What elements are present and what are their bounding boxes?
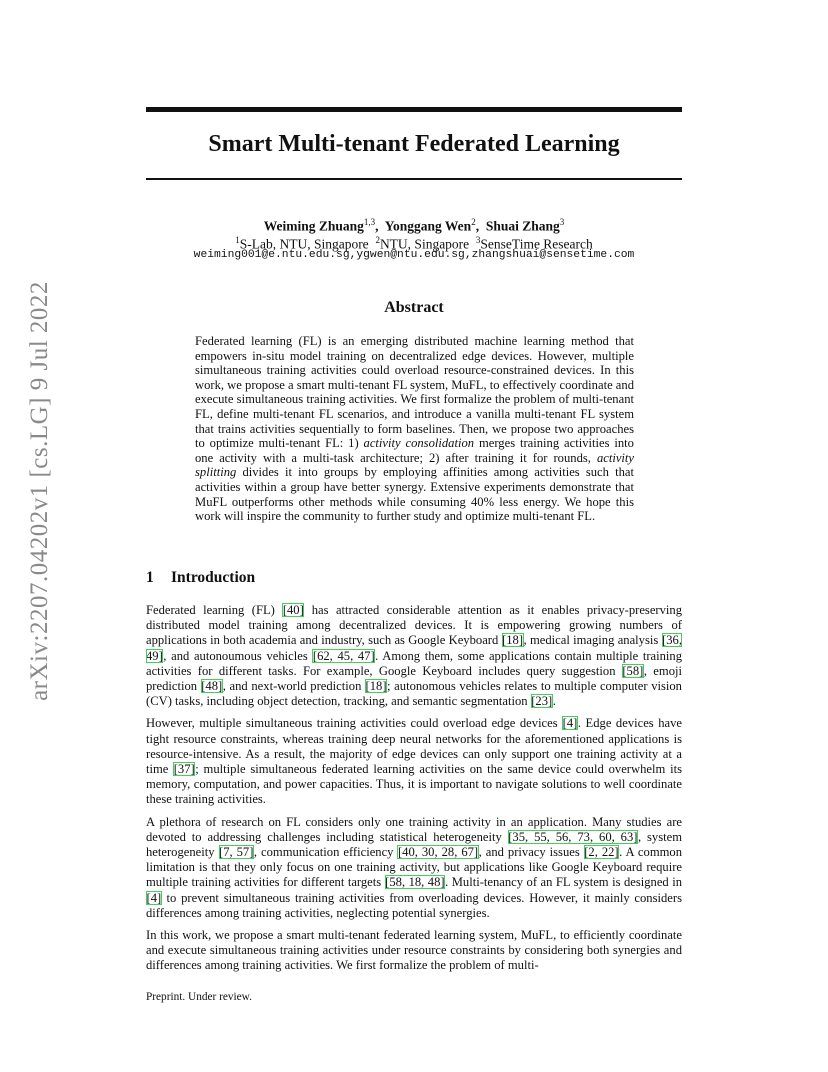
citation-link[interactable]: [58, 18, 48] xyxy=(385,875,445,890)
citation-link[interactable]: [4] xyxy=(562,716,578,731)
author-affil-sup: 3 xyxy=(559,217,565,227)
author-affil-sup: 1,3 xyxy=(363,217,376,227)
citation-link[interactable]: [7, 57] xyxy=(219,845,254,860)
text: , medical imaging analysis xyxy=(523,633,662,648)
citation-link[interactable]: [62, 45, 47] xyxy=(312,648,375,663)
citation-link[interactable]: [35, 55, 56, 73, 60, 63] xyxy=(508,829,638,844)
citation-link[interactable]: [4] xyxy=(146,890,162,905)
text: , system heterogeneity xyxy=(146,829,683,860)
paper-title: Smart Multi-tenant Federated Learning xyxy=(208,131,620,157)
text: to prevent simultaneous training activities from overloading devices. However, it mainly considers differences among training activities, neglecting potential synergies. xyxy=(146,890,682,920)
page-footer: Preprint. Under review. xyxy=(146,991,252,1003)
citation-link[interactable]: [37] xyxy=(173,762,195,777)
affiliation: SenseTime Research xyxy=(480,236,593,252)
author-name: Yonggang Wen xyxy=(384,218,472,234)
affiliation: S-Lab, NTU, Singapore xyxy=(239,236,369,252)
text: . xyxy=(552,694,556,709)
title-bottom-rule xyxy=(146,178,682,180)
author-name: Shuai Zhang xyxy=(485,218,560,234)
author-affil-sup: 2 xyxy=(471,217,476,227)
arxiv-stamp-text: arXiv:2207.04202v1 [cs.LG] 9 Jul 2022 xyxy=(26,281,53,701)
abstract-body xyxy=(195,334,634,524)
citation-link[interactable]: [40] xyxy=(282,603,304,617)
abstract-text: divides it into groups by employing affinities among activities such that activities within a group have better synergy. Extensive experiments demonstrate that MuFL outperforms other methods while consuming 40% less energy. We hope this work will inspire the community to further study and optimize multi-tenant FL. xyxy=(195,465,634,524)
text: , emoji prediction xyxy=(146,663,682,694)
affil-sup: 2 xyxy=(375,235,380,245)
text: . Multi-tenancy of an FL system is designed in xyxy=(445,875,682,890)
affil-sup: 1 xyxy=(235,235,240,245)
text: A plethora of research on FL considers only one training activity in an application. Many studies are devoted to addressing challenges including statistical heterogeneity xyxy=(146,814,682,844)
citation-link[interactable]: [48] xyxy=(201,679,223,694)
text: In this work, we propose a smart multi-tenant federated learning system, MuFL, to efficiently coordinate and execute simultaneous training activities under resource constraints by considering both synergies and differences among training activities. We first formalize the problem of multi- xyxy=(146,928,682,973)
abstract-text: merges training activities into one activity with a multi-task architecture; 2) after training it for rounds, xyxy=(195,436,634,465)
citation-link[interactable]: [18] xyxy=(365,679,387,694)
text: . A common limitation is that they only focus on one training activity, but applications like Google Keyboard require multiple training activities for different targets xyxy=(146,845,683,890)
abstract-heading: Abstract xyxy=(384,299,444,316)
affil-sup: 3 xyxy=(475,235,481,245)
text: ; autonomous vehicles relates to multiple computer vision (CV) tasks, including object detection, tracking, and semantic segmentation xyxy=(146,679,682,709)
text: , and autonoumous vehicles xyxy=(163,648,313,663)
citation-link[interactable]: [58] xyxy=(622,663,644,678)
section-heading xyxy=(146,569,255,587)
section-title: Introduction xyxy=(171,569,256,586)
text: However, multiple simultaneous training activities could overload edge devices xyxy=(146,716,563,731)
citation-link[interactable]: [40, 30, 28, 67] xyxy=(397,845,479,860)
citation-link[interactable]: [36, 49] xyxy=(146,633,682,663)
author-name: Weiming Zhuang xyxy=(263,218,364,234)
author-list: Weiming Zhuang$^{1,3}$, Yonggang Wen$^2$, Shuai Zhang$^3$ xyxy=(263,217,565,234)
paragraph xyxy=(146,815,682,921)
abstract-text: Federated learning (FL) is an emerging distributed machine learning method that empowers in-situ model training on decentralized edge devices. However, multiple simultaneous training activities could overload resource-constrained devices. In this work, we propose a smart multi-tenant FL system, MuFL, to effectively coordinate and execute simultaneous training activities. We first formalize the problem of multi-tenant FL, define multi-tenant FL scenarios, and introduce a vanilla multi-tenant FL system that trains activities sequentially to form baselines. Then, we propose two approaches to optimize multi-tenant FL: 1) xyxy=(195,334,634,451)
title-top-rule xyxy=(146,107,682,112)
section-body xyxy=(146,603,682,981)
text: , and next-world prediction xyxy=(222,679,366,694)
author-emails: weiming001@e.ntu.edu.sg,ygwen@ntu.edu.sg,zhangshuai@sensetime.com xyxy=(193,249,635,261)
paragraph xyxy=(146,928,682,974)
text: ; multiple simultaneous federated learning activities on the same device could overwhelm its memory, computation, and power capacities. Thus, it is important to navigate solutions to well coordinate these training activities. xyxy=(146,762,682,807)
text: has attracted considerable attention as it enables privacy-preserving distributed model training among decentralized devices. It is empowering growing numbers of applications in both academia and industry, such as Google Keyboard xyxy=(146,603,682,648)
section-number: 1 xyxy=(146,569,154,586)
text: . Edge devices have tight resource constraints, whereas training deep neural networks for the aforementioned applications is resource-intensive. As a result, the majority of edge devices can only support one training activity at a time xyxy=(146,716,682,777)
paragraph xyxy=(146,603,682,709)
text: , communication efficiency xyxy=(253,845,398,860)
citation-link[interactable]: [2, 22] xyxy=(584,845,619,860)
abstract-emphasis: activity consolidation xyxy=(363,436,475,451)
affiliation: NTU, Singapore xyxy=(379,236,470,252)
text: Federated learning (FL) xyxy=(146,603,283,617)
abstract-emphasis: activity splitting xyxy=(195,450,634,480)
text: . Among them, some applications contain multiple training activities for different tasks. For example, Google Keyboard includes query suggestion xyxy=(146,648,682,678)
text: , and privacy issues xyxy=(478,845,584,860)
paragraph xyxy=(146,716,682,807)
citation-link[interactable]: [18] xyxy=(502,633,524,648)
citation-link[interactable]: [23] xyxy=(531,694,553,709)
